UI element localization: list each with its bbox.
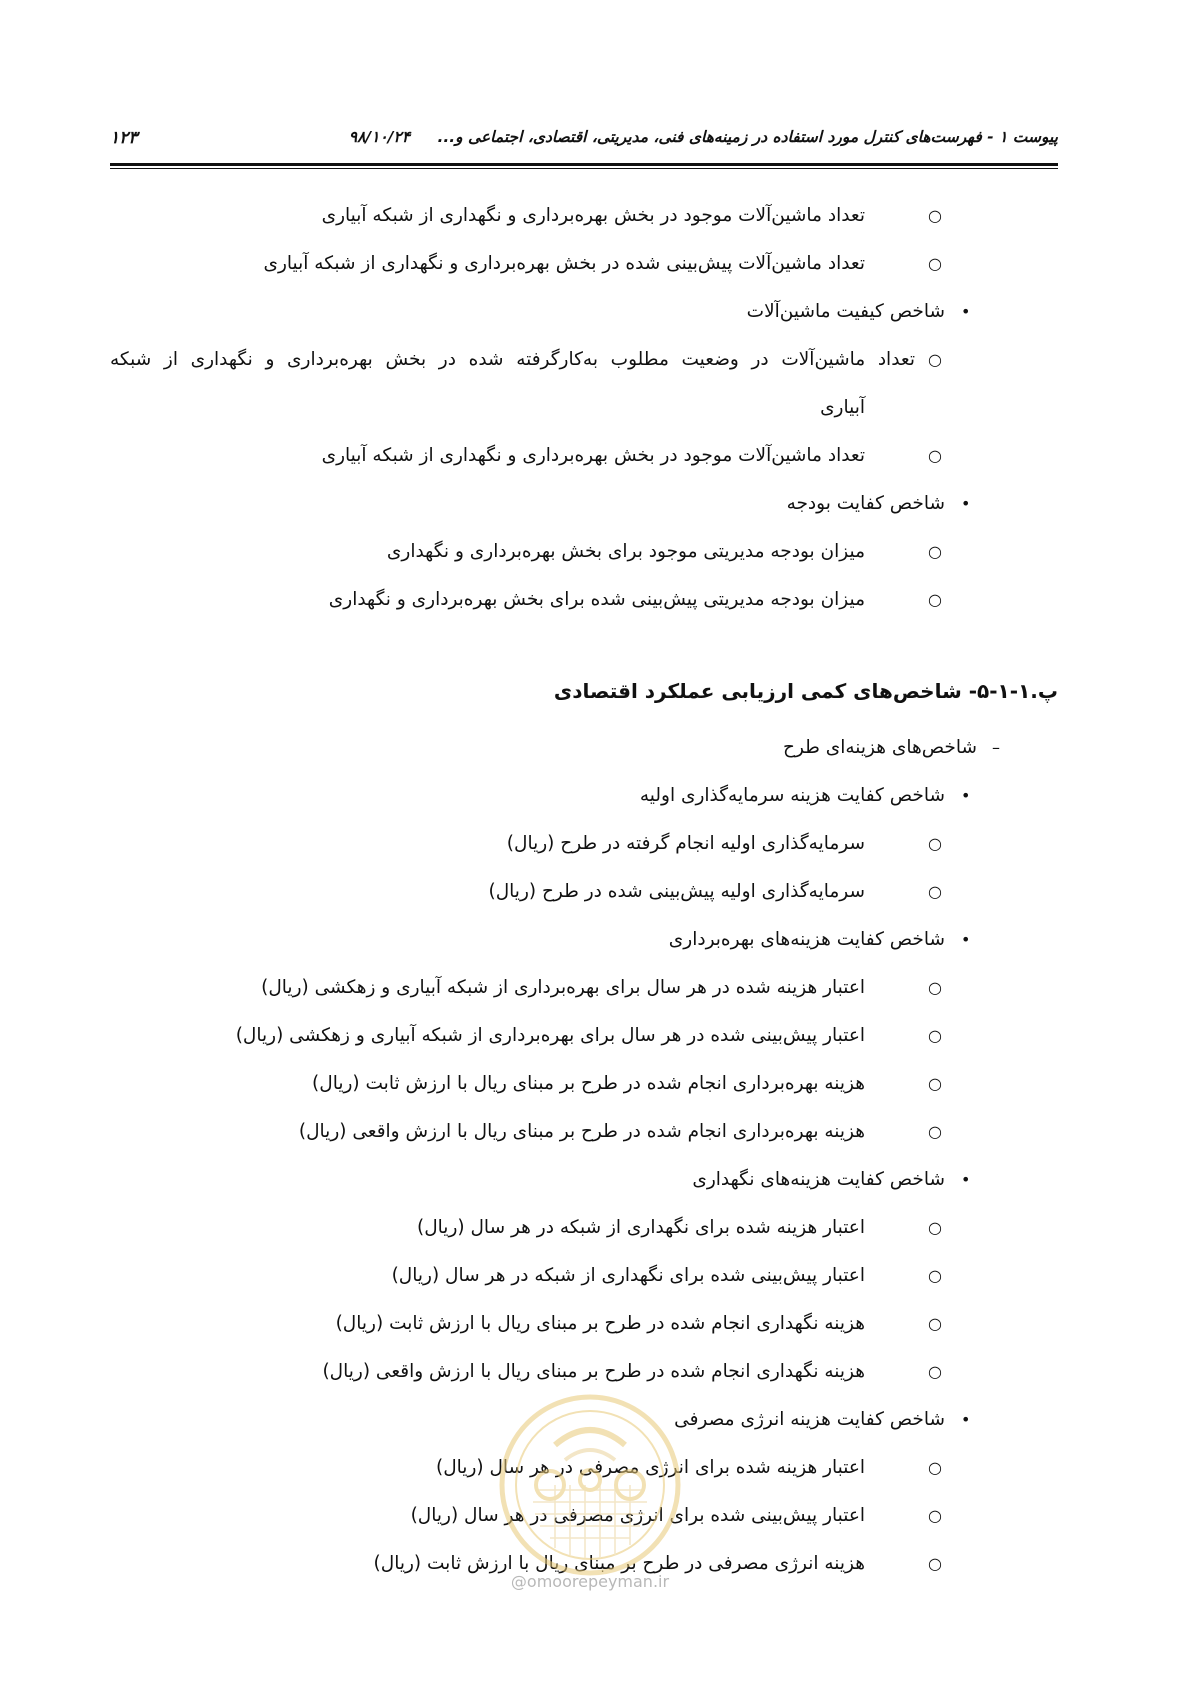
hollow-bullet-icon: ○ bbox=[928, 1122, 942, 1141]
hollow-bullet-icon: ○ bbox=[928, 1314, 942, 1333]
list-item bbox=[312, 1069, 865, 1099]
bullet-icon: • bbox=[961, 930, 971, 949]
list-item-text: آبیاری bbox=[820, 397, 865, 418]
list-item bbox=[322, 201, 865, 231]
bullet-icon: • bbox=[961, 1410, 971, 1429]
hollow-bullet-icon: ○ bbox=[928, 978, 942, 997]
page-header bbox=[110, 128, 1058, 156]
hollow-bullet-icon: ○ bbox=[928, 254, 942, 273]
hollow-bullet-icon: ○ bbox=[928, 206, 942, 225]
list-item-text: هزینه بهره‌برداری انجام شده در طرح بر مبنای ریال با ارزش ثابت (ریال) bbox=[312, 1073, 865, 1094]
hollow-bullet-icon: ○ bbox=[928, 1074, 942, 1093]
list-item-text: سرمایه‌گذاری اولیه انجام گرفته در طرح (ریال) bbox=[506, 833, 865, 854]
list-item-text: سرمایه‌گذاری اولیه پیش‌بینی شده در طرح (ریال) bbox=[488, 881, 865, 902]
list-item-text: هزینه بهره‌برداری انجام شده در طرح بر مبنای ریال با ارزش واقعی (ریال) bbox=[298, 1121, 865, 1142]
list-item bbox=[322, 441, 865, 471]
list-item-text: اعتبار هزینه شده در هر سال برای بهره‌برداری از شبکه آبیاری و زهکشی (ریال) bbox=[261, 977, 865, 998]
hollow-bullet-icon: ○ bbox=[928, 590, 942, 609]
list-item bbox=[110, 345, 915, 375]
list-item bbox=[329, 585, 865, 615]
list-item bbox=[783, 733, 977, 763]
list-item-text: تعداد ماشین‌آلات موجود در بخش بهره‌برداری و نگهداری از شبکه آبیاری bbox=[321, 445, 865, 466]
page-number: ۱۲۳ bbox=[110, 128, 138, 148]
header-rule bbox=[110, 163, 1058, 166]
list-item bbox=[640, 781, 945, 811]
list-item bbox=[336, 1309, 865, 1339]
list-item-continuation bbox=[820, 393, 865, 423]
hollow-bullet-icon: ○ bbox=[928, 350, 942, 369]
list-item-text: شاخص‌های هزینه‌ای طرح bbox=[783, 737, 977, 758]
list-item-text: شاخص کفایت هزینه‌های نگهداری bbox=[692, 1169, 945, 1190]
list-item-text: میزان بودجه مدیریتی موجود برای بخش بهره‌برداری و نگهداری bbox=[386, 541, 865, 562]
list-item-text: اعتبار پیش‌بینی شده برای نگهداری از شبکه در هر سال (ریال) bbox=[391, 1265, 865, 1286]
list-item-text: تعداد ماشین‌آلات در وضعیت مطلوب به‌کارگرفته شده در بخش بهره‌برداری و نگهداری از شبکه bbox=[110, 349, 915, 370]
list-item bbox=[692, 1165, 945, 1195]
list-item-text: میزان بودجه مدیریتی پیش‌بینی شده برای بخش بهره‌برداری و نگهداری bbox=[328, 589, 865, 610]
hollow-bullet-icon: ○ bbox=[928, 1218, 942, 1237]
list-item bbox=[489, 877, 866, 907]
header-title-text: پیوست ۱ - فهرست‌های کنترل مورد استفاده در زمینه‌های فنی، مدیریتی، اقتصادی، اجتماعی و... bbox=[437, 128, 1058, 146]
hollow-bullet-icon: ○ bbox=[928, 1266, 942, 1285]
hollow-bullet-icon: ○ bbox=[928, 1554, 942, 1573]
list-item-text: شاخص کیفیت ماشین‌آلات bbox=[746, 301, 945, 322]
list-item-text: هزینه نگهداری انجام شده در طرح بر مبنای ریال با ارزش واقعی (ریال) bbox=[322, 1361, 865, 1382]
list-item bbox=[263, 249, 865, 279]
hollow-bullet-icon: ○ bbox=[928, 1506, 942, 1525]
hollow-bullet-icon: ○ bbox=[928, 542, 942, 561]
list-item bbox=[322, 1357, 865, 1387]
list-item bbox=[261, 973, 865, 1003]
list-item-text: اعتبار پیش‌بینی شده برای انرژی مصرفی در هر سال (ریال) bbox=[410, 1505, 865, 1526]
list-item-text: اعتبار پیش‌بینی شده در هر سال برای بهره‌برداری از شبکه آبیاری و زهکشی (ریال) bbox=[235, 1025, 865, 1046]
list-item-text: شاخص کفایت هزینه‌های بهره‌برداری bbox=[668, 929, 945, 950]
watermark-site: @omoorepeyman.ir bbox=[510, 1572, 670, 1591]
header-date: ۹۸/۱۰/۲۴ bbox=[348, 128, 411, 146]
list-item bbox=[669, 925, 945, 955]
bullet-icon: • bbox=[961, 494, 971, 513]
list-item bbox=[674, 1405, 945, 1435]
hollow-bullet-icon: ○ bbox=[928, 1458, 942, 1477]
section-heading: پ.۱-۱-۵- شاخص‌های کمی ارزیابی عملکرد اقتصادی bbox=[553, 679, 1058, 703]
hollow-bullet-icon: ○ bbox=[928, 1362, 942, 1381]
list-item bbox=[747, 297, 945, 327]
list-item-text: شاخص کفایت هزینه سرمایه‌گذاری اولیه bbox=[639, 785, 945, 806]
list-item-text: شاخص کفایت بودجه bbox=[786, 493, 945, 514]
bullet-icon: • bbox=[961, 1170, 971, 1189]
list-item-text: شاخص کفایت هزینه انرژی مصرفی bbox=[674, 1409, 945, 1430]
list-item bbox=[299, 1117, 865, 1147]
list-item-text: تعداد ماشین‌آلات موجود در بخش بهره‌برداری و نگهداری از شبکه آبیاری bbox=[321, 205, 865, 226]
watermark-seal-icon bbox=[495, 1390, 685, 1580]
list-item bbox=[507, 829, 865, 859]
list-item-text: هزینه انرژی مصرفی در طرح بر مبنای ریال با ارزش ثابت (ریال) bbox=[373, 1553, 865, 1574]
list-item-text: تعداد ماشین‌آلات پیش‌بینی شده در بخش بهره‌برداری و نگهداری از شبکه آبیاری bbox=[263, 253, 865, 274]
hollow-bullet-icon: ○ bbox=[928, 882, 942, 901]
hollow-bullet-icon: ○ bbox=[928, 834, 942, 853]
header-rule-thin bbox=[110, 168, 1058, 169]
list-item bbox=[392, 1261, 865, 1291]
dash-icon: – bbox=[992, 738, 1000, 757]
hollow-bullet-icon: ○ bbox=[928, 446, 942, 465]
list-item-text: اعتبار هزینه شده برای نگهداری از شبکه در هر سال (ریال) bbox=[417, 1217, 865, 1238]
list-item bbox=[236, 1021, 865, 1051]
bullet-icon: • bbox=[961, 786, 971, 805]
list-item bbox=[417, 1213, 865, 1243]
list-item bbox=[387, 537, 865, 567]
list-item-text: هزینه نگهداری انجام شده در طرح بر مبنای ریال با ارزش ثابت (ریال) bbox=[335, 1313, 865, 1334]
hollow-bullet-icon: ○ bbox=[928, 1026, 942, 1045]
list-item bbox=[787, 489, 945, 519]
bullet-icon: • bbox=[961, 302, 971, 321]
running-title bbox=[349, 128, 1058, 146]
list-item-text: اعتبار هزینه شده برای انرژی مصرفی در هر سال (ریال) bbox=[436, 1457, 865, 1478]
